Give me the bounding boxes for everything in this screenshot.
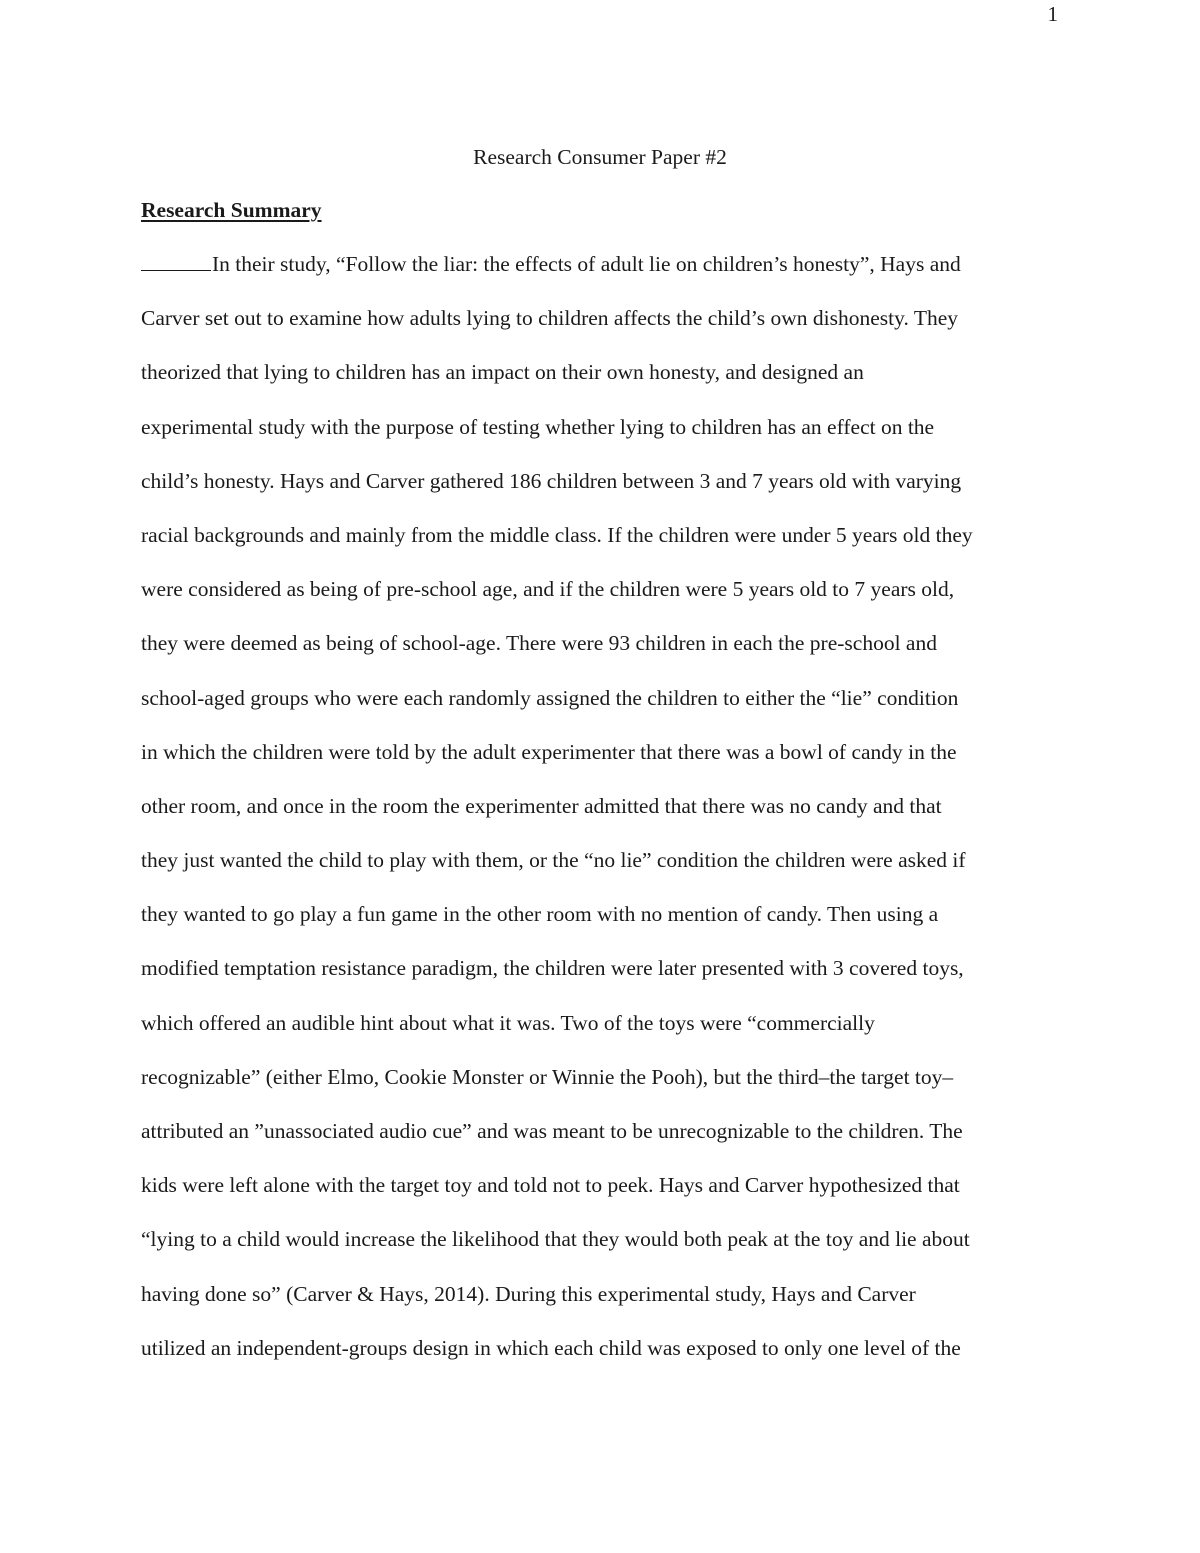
body-line: modified temptation resistance paradigm, the children were later presented with 3 covered toys, [141,956,964,981]
body-line: attributed an ”unassociated audio cue” and was meant to be unrecognizable to the children. The [141,1119,963,1143]
body-line: were considered as being of pre-school age, and if the children were 5 years old to 7 years old, [141,577,955,602]
body-line: experimental study with the purpose of testing whether lying to children has an effect on the [141,414,935,439]
body-line: in which the children were told by the adult experimenter that there was a bowl of candy in the [141,739,957,764]
page-number: 1 [1047,2,1058,26]
body-line: which offered an audible hint about what it was. Two of the toys were “commercially [141,1010,875,1035]
body-line: they were deemed as being of school-age. There were 93 children in each the pre-school and [141,631,937,656]
body-line: they just wanted the child to play with them, or the “no lie” condition the children were asked if [141,848,966,873]
body-line [141,250,1081,304]
body-line: school-aged groups who were each randomly assigned the children to either the “lie” condition [141,685,959,710]
body-line-text: In their study, “Follow the liar: the effects of adult lie on children’s honesty”, Hays and [212,252,961,276]
body-line: child’s honesty. Hays and Carver gathered 186 children between 3 and 7 years old with varying [141,468,962,493]
body-line: racial backgrounds and mainly from the middle class. If the children were under 5 years old they [141,522,973,547]
body-line: utilized an independent-groups design in which each child was exposed to only one level of the [141,1335,961,1360]
body-line: recognizable” (either Elmo, Cookie Monster or Winnie the Pooh), but the third–the target toy– [141,1064,954,1089]
body-line: “lying to a child would increase the likelihood that they would both peak at the toy and lie about [141,1227,970,1252]
body-text [141,250,1081,1388]
body-line: having done so” (Carver & Hays, 2014). During this experimental study, Hays and Carver [141,1281,916,1306]
body-line: Carver set out to examine how adults lying to children affects the child’s own dishonesty. They [141,306,959,331]
body-line: kids were left alone with the target toy and told not to peek. Hays and Carver hypothesized that [141,1173,960,1198]
body-line: other room, and once in the room the experimenter admitted that there was no candy and that [141,793,942,818]
section-heading-research-summary: Research Summary [141,198,322,222]
body-line: they wanted to go play a fun game in the other room with no mention of candy. Then using a [141,902,939,927]
paper-title: Research Consumer Paper #2 [473,145,727,169]
indent-underline [141,250,211,271]
body-line: theorized that lying to children has an impact on their own honesty, and designed an [141,360,864,385]
